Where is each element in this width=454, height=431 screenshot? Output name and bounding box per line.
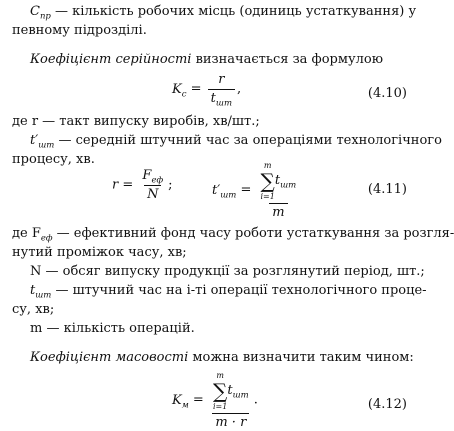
eq410-comma: , [237, 81, 242, 97]
eq412-lhs: $K_м$ [172, 392, 189, 411]
definition-n: N — обсяг випуску продукції за розглянутий період, шт.; [30, 264, 425, 279]
summation-sign: m ∑ i=1 [212, 371, 228, 411]
eq411-numerator-fef: $F_{еф}$ [142, 168, 164, 186]
symbol-t-prime: $t'_{шт}$ [30, 133, 55, 151]
equation-number-4-10: (4.10) [367, 86, 407, 101]
eq411-fraction-sum [258, 160, 300, 221]
eq411-r: r [112, 177, 119, 193]
eq411-sum-denominator: m [269, 203, 287, 221]
mass-coefficient-paragraph [30, 348, 414, 367]
definition-m: m — кількість операцій. [30, 321, 195, 336]
equation-number-4-11: (4.11) [367, 182, 407, 197]
eq410-lhs: $K_c$ [172, 81, 187, 100]
serial-coefficient-paragraph [30, 50, 383, 69]
eq412-denominator: m · r [212, 413, 249, 431]
line-unit-text: певному підрозділі. [12, 23, 147, 38]
eq412-fraction [210, 370, 252, 431]
eq411-sum-term: $t_{шт}$ [274, 173, 297, 191]
mass-coefficient-term: Коефіцієнт масовості [30, 350, 189, 365]
equation-4-10 [172, 72, 241, 107]
summation-sign: m ∑ i=1 [260, 161, 275, 201]
eq410-numerator: r [218, 72, 225, 87]
equation-4-11-tprime: $t'_{шт}$ = m ∑ i=1 $t_{шт}$ m [212, 160, 301, 221]
definition-f-ef: де $F_{еф}$ — ефективний фонд часу роботи устаткування за розгля- [12, 226, 454, 244]
definition-r: де r — такт випуску виробів, хв/шт.; [12, 114, 260, 129]
equation-number-4-12: (4.12) [367, 397, 407, 412]
definition-t-sht: $t_{шт}$ — штучний час на i-ті операції технологічного проце- [30, 283, 427, 301]
serial-coefficient-term: Коефіцієнт серійності [30, 52, 192, 67]
eq410-denominator: $t_{шт}$ [208, 89, 235, 107]
eq410-fraction [208, 72, 235, 107]
eq411-denominator-n: N [144, 185, 161, 203]
eq411-t-prime: $t'_{шт}$ [212, 182, 237, 201]
definition-t-prime: $t'_{шт}$ — середній штучний час за операціями технологічного [30, 133, 442, 151]
workplaces-definition: — кількість робочих місць (одиниць устаткування) у [50, 4, 417, 19]
symbol-t-sht: $t_{шт}$ [30, 283, 52, 301]
mass-coefficient-intro: можна визначити таким чином: [188, 350, 414, 365]
eq412-sum-term: $t_{шт}$ [227, 383, 249, 401]
definition-t-sht-continued: су, хв; [12, 302, 55, 317]
definition-t-prime-continued: процесу, хв. [12, 152, 95, 167]
eq411-fraction-fef-n [139, 168, 166, 203]
equation-4-12: $K_м$ = m ∑ i=1 $t_{шт}$ m · r . [172, 371, 258, 430]
eq410-equals: = [190, 81, 202, 97]
line-workplaces [30, 2, 416, 21]
serial-coefficient-intro: визначається за формулою [191, 52, 384, 67]
symbol-c-pr: $C_{пр}$ [30, 4, 51, 22]
definition-f-ef-continued: нутий проміжок часу, хв; [12, 245, 187, 260]
equation-4-11: r = $\frac{F_{еф}}{N}$ ; [112, 168, 173, 202]
